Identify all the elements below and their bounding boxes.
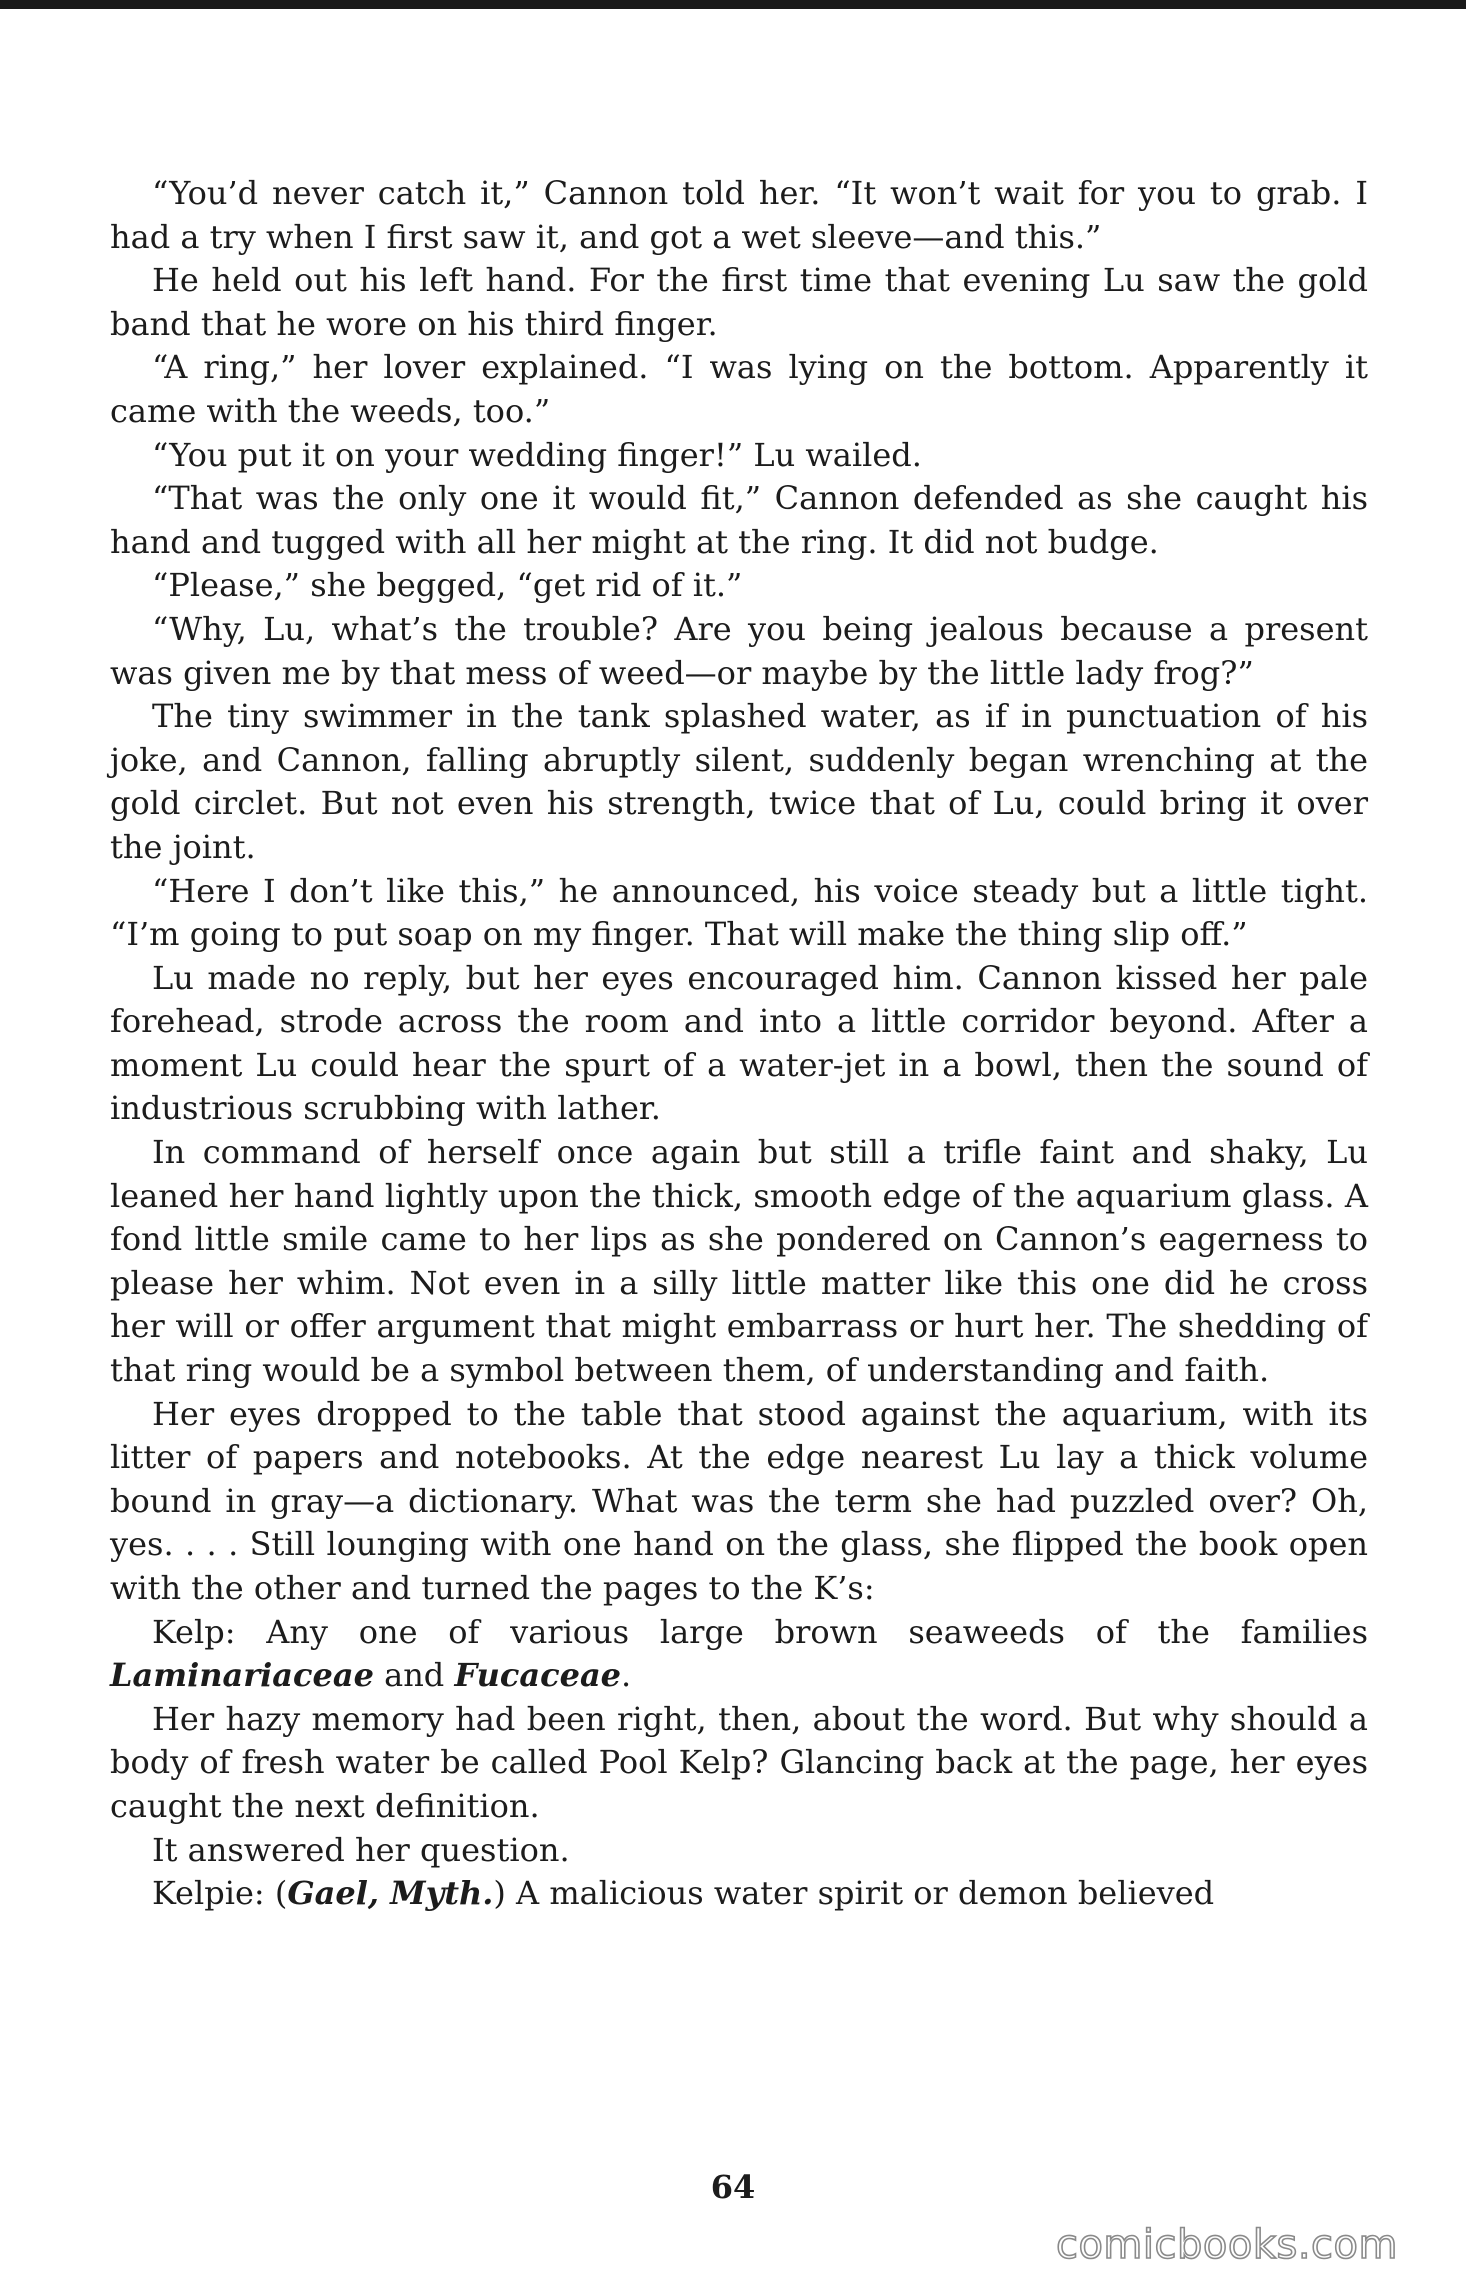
- kelp-definition-lead: Kelp: Any one of various large brown seaweeds of the families: [152, 1612, 1368, 1651]
- paragraph: “That was the only one it would fit,” Cannon defended as she caught his hand and tugged with all her might at the ring. It did not budge.: [110, 479, 1368, 561]
- kelpie-definition-lead: Kelpie: (: [152, 1874, 288, 1913]
- page-number: 64: [710, 2168, 756, 2206]
- kelp-definition-term: Fucaceae: [454, 1656, 622, 1695]
- watermark-logo: comicbooks.com: [1055, 2222, 1398, 2268]
- kelpie-definition-tail: ) A malicious water spirit or demon believed: [493, 1874, 1215, 1913]
- paragraph: “Why, Lu, what’s the trouble? Are you being jealous because a present was given me by that mess of weed—or maybe by the little lady frog?”: [110, 609, 1368, 692]
- paragraph: “You’d never catch it,” Cannon told her. “It won’t wait for you to grab. I had a try when I first saw it, and got a wet sleeve—and this.”: [110, 174, 1368, 256]
- paragraph: Her eyes dropped to the table that stood against the aquarium, with its litter of papers and notebooks. At the edge nearest Lu lay a thick volume bound in gray—a dictionary. What was the term she had puzzled over? Oh, yes. . . . Still lounging with one hand on the glass, she flipped the book open with the other and turned the pages to the K’s:: [110, 1394, 1368, 1607]
- kelp-definition-tail: .: [621, 1656, 632, 1695]
- kelp-definition-term: Laminariaceae: [110, 1656, 374, 1695]
- paragraph: Lu made no reply, but her eyes encouraged him. Cannon kissed her pale forehead, strode across the room and into a little corridor beyond. After a moment Lu could hear the spurt of a water-jet in a bowl, then the sound of industrious scrubbing with lather.: [110, 958, 1368, 1128]
- paragraph: In command of herself once again but still a trifle faint and shaky, Lu leaned her hand lightly upon the thick, smooth edge of the aquarium glass. A fond little smile came to her lips as she pondered on Cannon’s eagerness to please her whim. Not even in a silly little matter like this one did he cross her will or offer argument that might embarrass or hurt her. The shedding of that ring would be a symbol between them, of understanding and faith.: [110, 1133, 1368, 1390]
- paragraph: He held out his left hand. For the first time that evening Lu saw the gold band that he wore on his third finger.: [110, 261, 1368, 343]
- paragraph: It answered her question.: [152, 1830, 570, 1869]
- paragraph: “Here I don’t like this,” he announced, his voice steady but a little tight. “I’m going to put soap on my finger. That will make the thing slip off.”: [110, 871, 1368, 954]
- kelpie-definition: [110, 1872, 1368, 1916]
- paragraph: “Please,” she begged, “get rid of it.”: [152, 566, 743, 605]
- paragraph: “You put it on your wedding finger!” Lu wailed.: [152, 435, 922, 474]
- kelp-definition-joiner: and: [373, 1656, 455, 1695]
- paragraph: The tiny swimmer in the tank splashed water, as if in punctuation of his joke, and Cannon, falling abruptly silent, suddenly began wrenching at the gold circlet. But not even his strength, twice that of Lu, could bring it over the joint.: [110, 697, 1368, 866]
- top-border-rule: [0, 0, 1466, 9]
- kelp-definition: [110, 1611, 1368, 1698]
- kelpie-definition-term: Gael, Myth.: [287, 1874, 494, 1913]
- page-body-text: [110, 172, 1368, 1916]
- paragraph: “A ring,” her lover explained. “I was lying on the bottom. Apparently it came with the weeds, too.”: [110, 348, 1368, 430]
- paragraph: Her hazy memory had been right, then, about the word. But why should a body of fresh water be called Pool Kelp? Glancing back at the page, her eyes caught the next definition.: [110, 1699, 1368, 1825]
